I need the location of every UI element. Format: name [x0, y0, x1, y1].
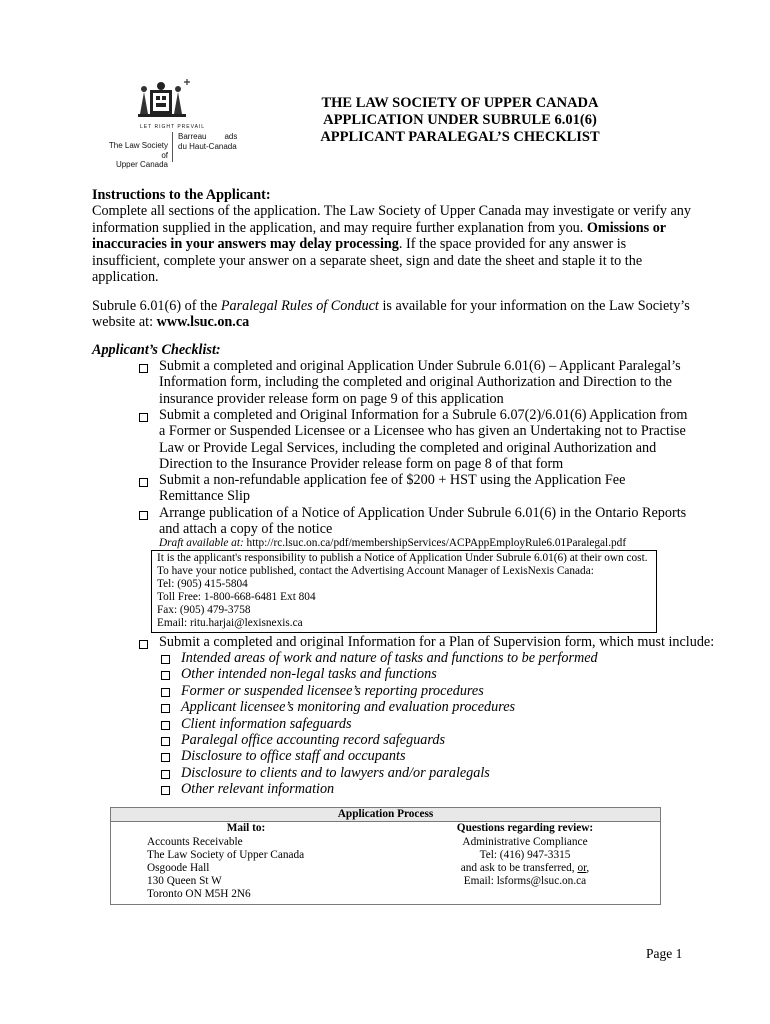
review-contact: Administrative Compliance Tel: (416) 947-3315 and ask to be transferred, or, Email: lsforms@lsuc.on.ca: [396, 836, 654, 888]
review-email[interactable]: Email: lsforms@lsuc.on.ca: [463, 875, 587, 887]
checklist-item-2: Submit a completed and Original Information for a Subrule 6.07(2)/6.01(6) Application from a Former or Suspended Licensee or a Licensee who has given an Undertaking not to Practise Law or Provide Legal Services, including the completed and original Authorization and Direction to the Insurance Provider release form on page 8 of that form: [159, 407, 688, 473]
subrule-paragraph: Subrule 6.01(6) of the Paralegal Rules of Conduct is available for your information on the Law Society’s website at: www.lsuc.on.ca: [92, 298, 690, 331]
checklist-heading: Applicant’s Checklist:: [92, 342, 221, 358]
logo-english-text: The Law Society of Upper Canada: [108, 141, 168, 169]
instructions-section: Instructions to the Applicant: Complete all sections of the application. The Law Society of Upper Canada may investigate or verify any information supplied in the application, and may require further explanation from you. Omissions or inaccuracies in your answers may delay processing. If the space provided for any answer is insufficient, complete your answer on a separate sheet, sign and date the sheet and staple it to the application.: [92, 187, 691, 286]
logo-divider: [172, 132, 173, 162]
checkbox-icon[interactable]: [139, 640, 148, 649]
application-process-table: [110, 807, 661, 905]
checkbox-icon[interactable]: [161, 671, 170, 680]
checkbox-icon[interactable]: [161, 688, 170, 697]
page-number: Page 1: [646, 946, 683, 961]
checkbox-icon[interactable]: [161, 721, 170, 730]
checkbox-icon[interactable]: [161, 786, 170, 795]
website-link[interactable]: www.lsuc.on.ca: [156, 314, 250, 331]
logo-motto: LET RIGHT PREVAIL: [140, 124, 206, 130]
checklist-item-5: Submit a completed and original Information for a Plan of Supervision form, which must include:: [159, 634, 715, 650]
law-society-logo: [104, 76, 238, 169]
checkbox-icon[interactable]: [161, 704, 170, 713]
checkbox-icon[interactable]: [139, 478, 148, 487]
coat-of-arms-icon: [134, 76, 194, 126]
checkbox-icon[interactable]: [161, 737, 170, 746]
mail-to-heading: Mail to:: [226, 822, 266, 834]
document-title: THE LAW SOCIETY OF UPPER CANADA APPLICATION UNDER SUBRULE 6.01(6) APPLICANT PARALEGAL’S CHECKLIST: [320, 95, 600, 145]
checkbox-icon[interactable]: [139, 511, 148, 520]
checkbox-icon[interactable]: [161, 753, 170, 762]
draft-url-link[interactable]: http://rc.lsuc.on.ca/pdf/membershipServices/ACPAppEmployRule6.01Paralegal.pdf: [243, 537, 627, 549]
checklist-item-3: Submit a non-refundable application fee of $200 + HST using the Application Fee Remittance Slip: [159, 472, 626, 505]
questions-heading: Questions regarding review:: [456, 822, 594, 834]
checkbox-icon[interactable]: [161, 770, 170, 779]
instructions-heading: Instructions to the Applicant:: [92, 187, 271, 203]
checkbox-icon[interactable]: [161, 655, 170, 664]
checklist-item-4: Arrange publication of a Notice of Application Under Subrule 6.01(6) in the Ontario Reports and attach a copy of the notice: [159, 505, 687, 538]
draft-availability: Draft available at: http://rc.lsuc.on.ca/pdf/membershipServices/ACPAppEmployRule6.01Paralegal.pdf: [159, 537, 627, 549]
notice-box: It is the applicant's responsibility to publish a Notice of Application Under Subrule 6.01(6) at their own cost. To have your notice published, contact the Advertising Account Manager of LexisNexis Canada: Tel: (905) 415-5804 Toll Free: 1-800-668-6481 Ext 804 Fax: (905) 479-3758 Email: ritu.harjai@lexisnexis.ca: [151, 550, 657, 633]
checkbox-icon[interactable]: [139, 413, 148, 422]
checkbox-icon[interactable]: [139, 364, 148, 373]
logo-french-text: Barreau ads du Haut-Canada: [178, 132, 238, 151]
mailing-address: Accounts Receivable The Law Society of Upper Canada Osgoode Hall 130 Queen St W Toronto ON M5H 2N6: [147, 836, 305, 900]
table-title: Application Process: [111, 808, 660, 822]
checklist-item-1: Submit a completed and original Application Under Subrule 6.01(6) – Applicant Paralegal’s Information form, including the completed and original Authorization and Direction to the insurance provider release form on page 9 of this application: [159, 358, 681, 407]
